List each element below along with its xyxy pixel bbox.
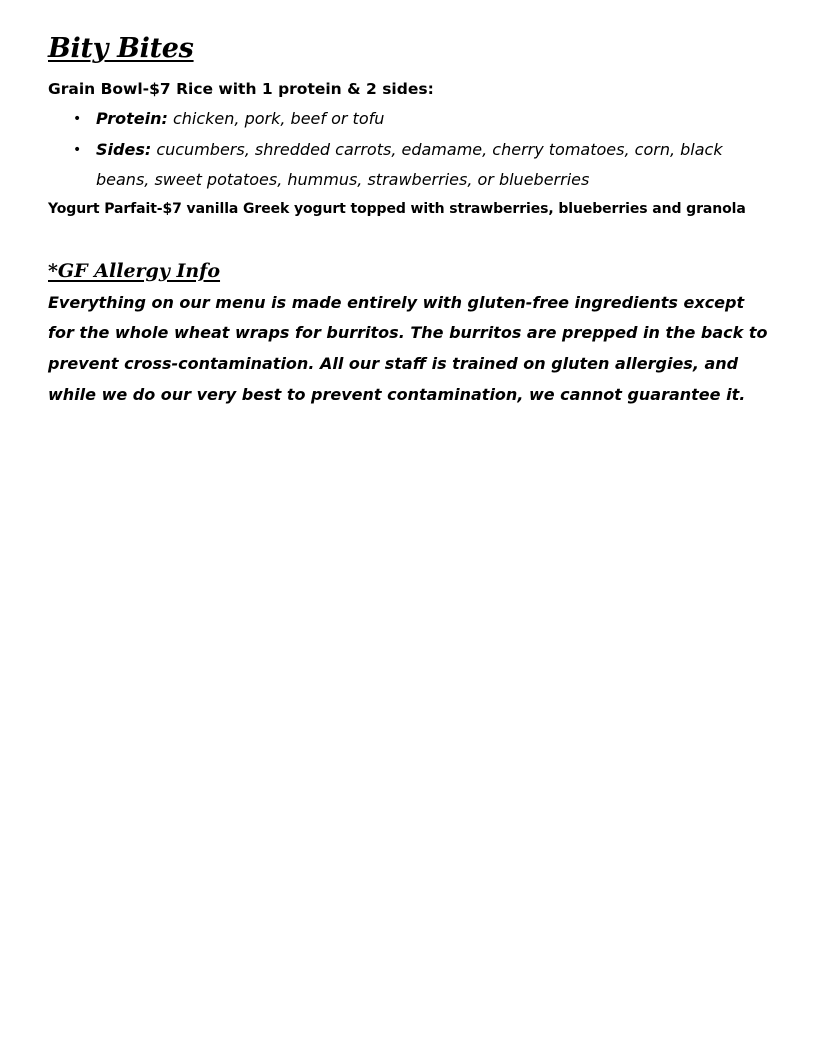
grain-bowl-line: Grain Bowl-$7 Rice with 1 protein & 2 sides:: [48, 80, 434, 98]
menu-title: Bity Bites: [48, 33, 194, 64]
sides-label: Sides:: [96, 139, 152, 159]
allergy-paragraph: Everything on our menu is made entirely with gluten-free ingredients except for the whole wheat wraps for burritos. The burritos are prepped in the back to prevent cross-contamination. All our staff is trained on gluten allergies, and while we do our very best to prevent contamination, we cannot guarantee it.: [48, 292, 768, 404]
bullet-icon: •: [73, 141, 82, 158]
protein-label: Protein:: [96, 109, 168, 128]
yogurt-parfait-line: Yogurt Parfait-$7 vanilla Greek yogurt topped with strawberries, blueberries and granola: [48, 200, 746, 217]
grain-bowl-options-list: [48, 104, 778, 196]
list-item-sides: [73, 135, 778, 196]
list-item-protein: [73, 104, 778, 135]
protein-options: chicken, pork, beef or tofu: [167, 109, 385, 128]
sides-options: cucumbers, shredded carrots, edamame, cherry tomatoes, corn, black beans, sweet potatoes, hummus, strawberries, or blueberries: [96, 139, 723, 189]
allergy-heading: *GF Allergy Info: [48, 259, 221, 282]
menu-page: [48, 30, 778, 410]
bullet-icon: •: [73, 111, 82, 127]
